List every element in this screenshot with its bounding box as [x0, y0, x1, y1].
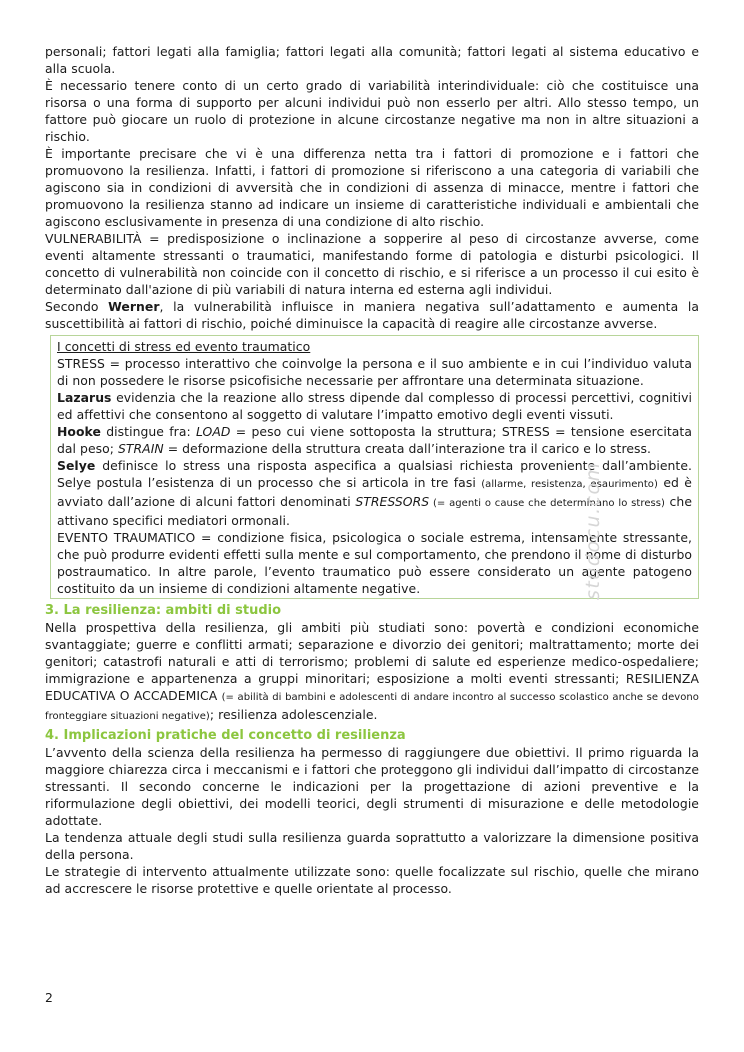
section-4-paragraph-2: La tendenza attuale degli studi sulla resilienza guarda soprattutto a valorizzare la dimensione positiva della persona.	[45, 830, 699, 862]
selye-text-1: definisce lo stress una risposta aspecifica a qualsiasi richiesta proveniente dall’ambiente. Selye postula l’esistenza di un processo che si articola in tre fasi	[57, 458, 692, 490]
section-4-heading: 4. Implicazioni pratiche del concetto di resilienza	[45, 728, 406, 743]
werner-post: , la vulnerabilità influisce in maniera negativa sull’adattamento e aumenta la suscettibilità ai fattori di rischio, poiché diminuisce la capacità di reagire alle circostanze avverse.	[45, 299, 699, 331]
selye-name: Selye	[57, 458, 96, 473]
box-title: I concetti di stress ed evento traumatico	[57, 339, 311, 354]
section-3-text	[45, 619, 699, 725]
paragraph-fattori: personali; fattori legati alla famiglia; fattori legati alla comunità; fattori legati al sistema educativo e alla scuola.	[45, 44, 699, 76]
watermark: studocu.com	[582, 461, 604, 600]
paragraph-promozione: È importante precisare che vi è una differenza netta tra i fattori di promozione e i fattori che promuovono la resilienza. Infatti, i fattori di promozione si riferiscono a una categoria di variabili che agiscono sia in condizioni di avversità che in condizioni di assenza di minacce, mentre i fattori che promuovono la resilienza stanno ad indicare un insieme di caratteristiche individuali e ambientali che agiscono esclusivamente in presenza di una condizione di alto rischio.	[45, 146, 699, 229]
werner-pre: Secondo	[45, 299, 109, 314]
lazarus-text: evidenzia che la reazione allo stress dipende dal complesso di processi percettivi, cognitivi ed affettivi che consentono al soggetto di valutare l’impatto emotivo degli eventi vissuti.	[57, 390, 692, 422]
hooke-strain: STRAIN	[117, 441, 164, 456]
stress-definition: STRESS = processo interattivo che coinvolge la persona e il suo ambiente e in cui l’individuo valuta di non possedere le risorse psicofisiche necessarie per affrontare una determinata situazione.	[57, 356, 692, 388]
evento-traumatico: EVENTO TRAUMATICO = condizione fisica, psicologica o sociale estrema, intensamente stressante, che può produrre evidenti effetti sulla mente e sul comportamento, che prendono il nome di disturbo postraumatico. In altre parole, l’evento traumatico può essere considerato un agente patogeno costituito da un insieme di condizioni altamente negative.	[57, 530, 692, 596]
selye-stressors: STRESSORS	[355, 494, 430, 509]
hooke-text-1: distingue fra:	[100, 424, 196, 439]
selye-text-3: che attivano specifici mediatori ormonali.	[57, 494, 692, 528]
selye-stressors-note: (= agenti o cause che determinano lo stress)	[429, 498, 666, 509]
selye-text-2: ed è avviato dall’azione di alcuni fattori denominati	[57, 475, 692, 509]
paragraph-vulnerabilita: VULNERABILITÀ = predisposizione o inclinazione a sopperire al peso di circostanze avverse, come eventi altamente stressanti o traumatici, manifestando forme di patologia e disturbi psicologici. Il concetto di vulnerabilità non coincide con il concetto di rischio, e si riferisce a un processo il cui esito è determinato dall'azione di più variabili di natura interna ed esterna agli individui.	[45, 231, 699, 297]
hooke-text-2: = peso cui viene sottoposta la struttura; STRESS = tensione esercitata dal peso;	[57, 424, 692, 456]
section-3-text-1: Nella prospettiva della resilienza, gli ambiti più studiati sono: povertà e condizioni economiche svantaggiate; guerre e conflitti armati; separazione e divorzio dei genitori; maltrattamento; morte dei genitori; catastrofi naturali e atti di terrorismo; problemi di salute ed esperienze medico-ospedaliere; immigrazione e appartenenza a gruppi minoritari; esposizione a molti eventi stressanti; RESILIENZA EDUCATIVA O ACCADEMICA	[45, 620, 699, 703]
section-3-heading: 3. La resilienza: ambiti di studio	[45, 603, 282, 618]
section-3-text-2: ; resilienza adolescenziale.	[209, 707, 378, 722]
section-4-paragraph-3: Le strategie di intervento attualmente utilizzate sono: quelle focalizzate sul rischio, quelle che mirano ad accrescere le risorse protettive e quelle orientate al processo.	[45, 864, 699, 896]
page-number: 2	[45, 990, 53, 1005]
paragraph-variabilita: È necessario tenere conto di un certo grado di variabilità interindividuale: ciò che costituisce una risorsa o una forma di supporto per alcuni individui può non esserlo per altri. Allo stesso tempo, un fattore può giocare un ruolo di protezione in alcune circostanze negative ma non in altre situazioni a rischio.	[45, 78, 699, 144]
hooke-name: Hooke	[57, 424, 101, 439]
hooke-text-3: = deformazione della struttura creata dall’interazione tra il carico e lo stress.	[163, 441, 652, 456]
lazarus-name: Lazarus	[57, 390, 112, 405]
section-4-paragraph-1: L’avvento della scienza della resilienza ha permesso di raggiungere due obiettivi. Il primo riguarda la maggiore chiarezza circa i meccanismi e i fattori che proteggono gli individui dall’impatto di circostanze stressanti. Il secondo concerne le indicazioni per la progettazione di azioni preventive e la riformulazione degli obiettivi, dei modelli teorici, degli strumenti di misurazione e delle metodologie adottate.	[45, 745, 699, 828]
section-3-note: (= abilità di bambini e adolescenti di andare incontro al successo scolastico anche se devono fronteggiare situazioni negative)	[45, 692, 699, 722]
selye-phases: (allarme, resistenza, esaurimento)	[481, 479, 658, 490]
hooke-load: LOAD	[195, 424, 231, 439]
werner-name: Werner	[108, 299, 160, 314]
